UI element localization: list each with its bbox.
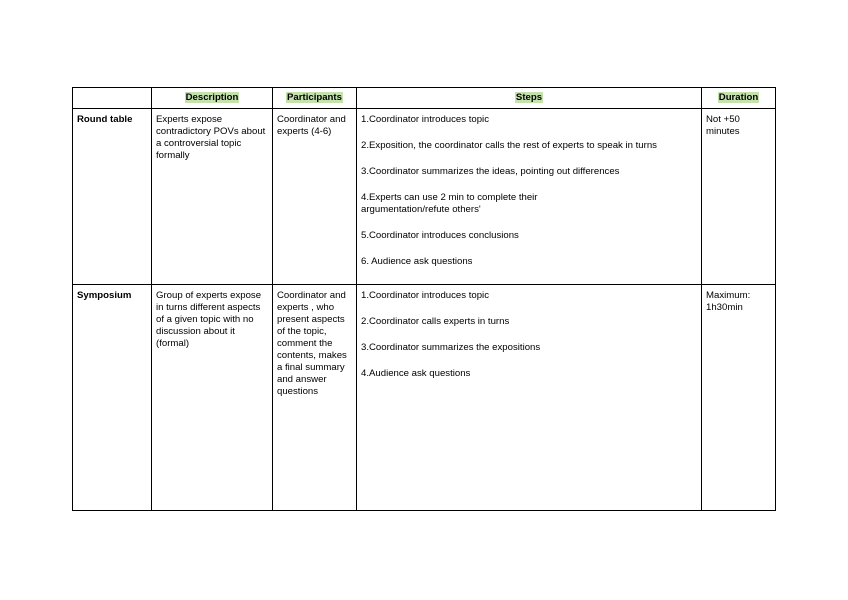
table-row [73,109,776,285]
discussion-formats-table [72,87,776,511]
table-header-row [73,88,776,109]
step-item: 4.Experts can use 2 min to complete their argumentation/refute others' [361,192,538,215]
participants-cell: Coordinator and experts , who present aspects of the topic, comment the contents, makes a final summary and answer questions [273,285,357,511]
step-item: 5.Coordinator introduces conclusions [361,230,519,241]
header-participants: Participants [273,88,357,109]
header-description: Description [152,88,273,109]
duration-cell: Maximum: 1h30min [702,285,776,511]
step-item: 1.Coordinator introduces topic [361,114,489,125]
header-steps: Steps [357,88,702,109]
header-blank [73,88,152,109]
description-cell: Experts expose contradictory POVs about a controversial topic formally [152,109,273,285]
steps-cell [357,109,702,285]
steps-cell [357,285,702,511]
row-label: Round table [73,109,152,285]
header-duration: Duration [702,88,776,109]
row-label: Symposium [73,285,152,511]
step-item: 1.Coordinator introduces topic [361,290,489,301]
duration-cell: Not +50 minutes [702,109,776,285]
participants-cell: Coordinator and experts (4-6) [273,109,357,285]
table-row [73,285,776,511]
step-item: 3.Coordinator summarizes the ideas, pointing out differences [361,166,620,177]
step-item: 2.Coordinator calls experts in turns [361,316,510,327]
description-cell: Group of experts expose in turns different aspects of a given topic with no discussion about it (formal) [152,285,273,511]
step-item: 4.Audience ask questions [361,368,471,379]
step-item: 2.Exposition, the coordinator calls the rest of experts to speak in turns [361,140,657,151]
step-item: 6. Audience ask questions [361,256,473,267]
step-item: 3.Coordinator summarizes the expositions [361,342,541,353]
